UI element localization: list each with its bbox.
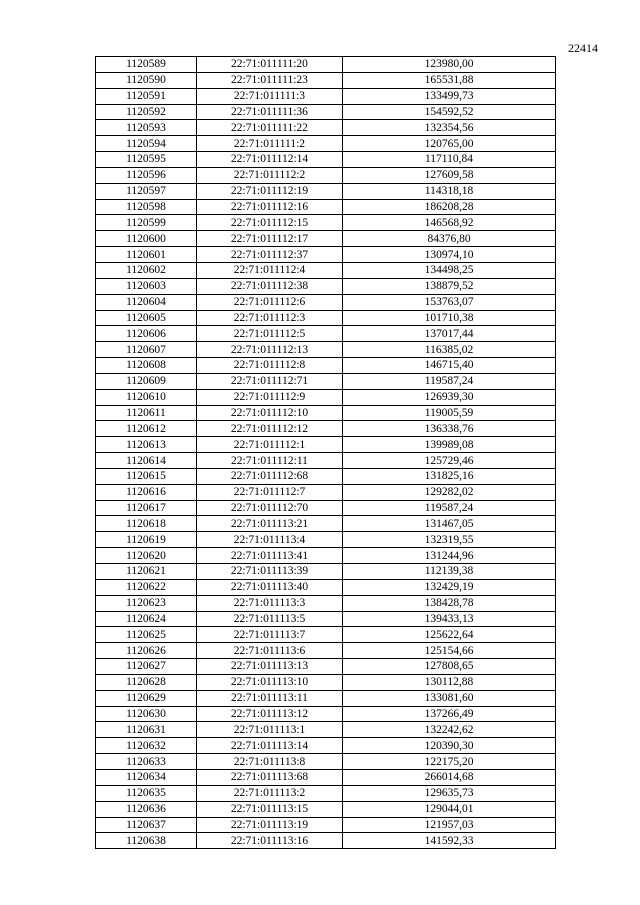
cadastral-value-cell: 101710,38 — [343, 310, 556, 326]
row-number-cell: 1120607 — [96, 342, 197, 358]
row-number-cell: 1120635 — [96, 785, 197, 801]
table-row — [96, 532, 556, 548]
row-number-cell: 1120589 — [96, 57, 197, 73]
row-number-cell: 1120602 — [96, 262, 197, 278]
table-row — [96, 801, 556, 817]
table-row — [96, 405, 556, 421]
table-row — [96, 817, 556, 833]
table-row — [96, 247, 556, 263]
row-number-cell: 1120610 — [96, 389, 197, 405]
table-row — [96, 278, 556, 294]
cadastral-value-cell: 120390,30 — [343, 738, 556, 754]
cadastral-number-cell: 22:71:011113:40 — [197, 579, 343, 595]
table-row — [96, 437, 556, 453]
cadastral-value-cell: 186208,28 — [343, 199, 556, 215]
cadastral-value-cell: 121957,03 — [343, 817, 556, 833]
row-number-cell: 1120637 — [96, 817, 197, 833]
cadastral-value-cell: 133081,60 — [343, 690, 556, 706]
row-number-cell: 1120633 — [96, 754, 197, 770]
cadastral-number-cell: 22:71:011111:3 — [197, 88, 343, 104]
cadastral-number-cell: 22:71:011111:22 — [197, 120, 343, 136]
cadastral-value-cell: 146715,40 — [343, 358, 556, 374]
table-row — [96, 659, 556, 675]
table-row — [96, 643, 556, 659]
cadastral-value-cell: 119587,24 — [343, 373, 556, 389]
row-number-cell: 1120631 — [96, 722, 197, 738]
cadastral-value-cell: 132354,56 — [343, 120, 556, 136]
cadastral-value-cell: 123980,00 — [343, 57, 556, 73]
cadastral-value-cell: 120765,00 — [343, 136, 556, 152]
cadastral-number-cell: 22:71:011112:6 — [197, 294, 343, 310]
cadastral-number-cell: 22:71:011112:19 — [197, 183, 343, 199]
cadastral-number-cell: 22:71:011112:15 — [197, 215, 343, 231]
table-row — [96, 72, 556, 88]
cadastral-value-cell: 146568,92 — [343, 215, 556, 231]
row-number-cell: 1120590 — [96, 72, 197, 88]
row-number-cell: 1120636 — [96, 801, 197, 817]
cadastral-value-cell: 130112,88 — [343, 674, 556, 690]
table-row — [96, 167, 556, 183]
cadastral-number-cell: 22:71:011112:68 — [197, 468, 343, 484]
table-row — [96, 738, 556, 754]
cadastral-number-cell: 22:71:011112:4 — [197, 262, 343, 278]
cadastral-number-cell: 22:71:011112:14 — [197, 152, 343, 168]
cadastral-number-cell: 22:71:011112:7 — [197, 484, 343, 500]
page-number: 22414 — [568, 41, 598, 55]
table-row — [96, 468, 556, 484]
row-number-cell: 1120591 — [96, 88, 197, 104]
table-row — [96, 722, 556, 738]
cadastral-value-cell: 125154,66 — [343, 643, 556, 659]
cadastral-value-cell: 114318,18 — [343, 183, 556, 199]
cadastral-value-cell: 136338,76 — [343, 421, 556, 437]
row-number-cell: 1120614 — [96, 453, 197, 469]
row-number-cell: 1120626 — [96, 643, 197, 659]
row-number-cell: 1120612 — [96, 421, 197, 437]
cadastral-number-cell: 22:71:011112:11 — [197, 453, 343, 469]
row-number-cell: 1120593 — [96, 120, 197, 136]
row-number-cell: 1120601 — [96, 247, 197, 263]
row-number-cell: 1120595 — [96, 152, 197, 168]
row-number-cell: 1120634 — [96, 769, 197, 785]
cadastral-value-cell: 131467,05 — [343, 516, 556, 532]
row-number-cell: 1120613 — [96, 437, 197, 453]
cadastral-value-cell: 119587,24 — [343, 500, 556, 516]
cadastral-value-cell: 138428,78 — [343, 595, 556, 611]
cadastral-value-cell: 125729,46 — [343, 453, 556, 469]
row-number-cell: 1120603 — [96, 278, 197, 294]
table-row — [96, 231, 556, 247]
cadastral-value-cell: 129282,02 — [343, 484, 556, 500]
cadastral-number-cell: 22:71:011113:39 — [197, 564, 343, 580]
row-number-cell: 1120632 — [96, 738, 197, 754]
row-number-cell: 1120599 — [96, 215, 197, 231]
table-row — [96, 595, 556, 611]
cadastral-value-cell: 266014,68 — [343, 769, 556, 785]
cadastral-value-cell: 133499,73 — [343, 88, 556, 104]
cadastral-value-cell: 130974,10 — [343, 247, 556, 263]
table-body — [96, 57, 556, 849]
cadastral-value-cell: 117110,84 — [343, 152, 556, 168]
table-row — [96, 754, 556, 770]
cadastral-number-cell: 22:71:011112:3 — [197, 310, 343, 326]
table-row — [96, 453, 556, 469]
table-row — [96, 358, 556, 374]
cadastral-value-cell: 112139,38 — [343, 564, 556, 580]
table-row — [96, 310, 556, 326]
cadastral-value-cell: 127609,58 — [343, 167, 556, 183]
table-row — [96, 120, 556, 136]
cadastral-number-cell: 22:71:011113:68 — [197, 769, 343, 785]
cadastral-number-cell: 22:71:011112:2 — [197, 167, 343, 183]
table-row — [96, 674, 556, 690]
table-row — [96, 579, 556, 595]
row-number-cell: 1120592 — [96, 104, 197, 120]
cadastral-number-cell: 22:71:011113:12 — [197, 706, 343, 722]
cadastral-number-cell: 22:71:011113:14 — [197, 738, 343, 754]
cadastral-value-cell: 132319,55 — [343, 532, 556, 548]
cadastral-number-cell: 22:71:011111:2 — [197, 136, 343, 152]
cadastral-value-cell: 126939,30 — [343, 389, 556, 405]
cadastral-number-cell: 22:71:011111:23 — [197, 72, 343, 88]
table-row — [96, 548, 556, 564]
cadastral-value-cell: 129044,01 — [343, 801, 556, 817]
row-number-cell: 1120629 — [96, 690, 197, 706]
table-row — [96, 294, 556, 310]
row-number-cell: 1120627 — [96, 659, 197, 675]
cadastral-value-cell: 129635,73 — [343, 785, 556, 801]
cadastral-number-cell: 22:71:011112:5 — [197, 326, 343, 342]
table-row — [96, 88, 556, 104]
cadastral-number-cell: 22:71:011113:6 — [197, 643, 343, 659]
cadastral-number-cell: 22:71:011113:11 — [197, 690, 343, 706]
row-number-cell: 1120630 — [96, 706, 197, 722]
cadastral-number-cell: 22:71:011113:13 — [197, 659, 343, 675]
table-row — [96, 785, 556, 801]
row-number-cell: 1120606 — [96, 326, 197, 342]
cadastral-number-cell: 22:71:011112:1 — [197, 437, 343, 453]
table-row — [96, 627, 556, 643]
cadastral-value-cell: 154592,52 — [343, 104, 556, 120]
row-number-cell: 1120605 — [96, 310, 197, 326]
row-number-cell: 1120620 — [96, 548, 197, 564]
cadastral-number-cell: 22:71:011113:15 — [197, 801, 343, 817]
row-number-cell: 1120617 — [96, 500, 197, 516]
cadastral-value-cell: 141592,33 — [343, 833, 556, 849]
table-row — [96, 373, 556, 389]
cadastral-value-cell: 131825,16 — [343, 468, 556, 484]
cadastral-number-cell: 22:71:011113:3 — [197, 595, 343, 611]
cadastral-number-cell: 22:71:011112:10 — [197, 405, 343, 421]
cadastral-value-cell: 139433,13 — [343, 611, 556, 627]
cadastral-value-cell: 132242,62 — [343, 722, 556, 738]
cadastral-number-cell: 22:71:011113:1 — [197, 722, 343, 738]
row-number-cell: 1120615 — [96, 468, 197, 484]
cadastral-number-cell: 22:71:011113:4 — [197, 532, 343, 548]
table-row — [96, 690, 556, 706]
cadastral-value-cell: 127808,65 — [343, 659, 556, 675]
cadastral-number-cell: 22:71:011112:8 — [197, 358, 343, 374]
row-number-cell: 1120608 — [96, 358, 197, 374]
cadastral-number-cell: 22:71:011111:36 — [197, 104, 343, 120]
row-number-cell: 1120598 — [96, 199, 197, 215]
row-number-cell: 1120611 — [96, 405, 197, 421]
table-row — [96, 516, 556, 532]
table-row — [96, 484, 556, 500]
table-row — [96, 152, 556, 168]
table-row — [96, 215, 556, 231]
row-number-cell: 1120621 — [96, 564, 197, 580]
table-row — [96, 611, 556, 627]
cadastral-number-cell: 22:71:011112:9 — [197, 389, 343, 405]
cadastral-number-cell: 22:71:011112:37 — [197, 247, 343, 263]
cadastral-number-cell: 22:71:011113:2 — [197, 785, 343, 801]
cadastral-value-cell: 138879,52 — [343, 278, 556, 294]
table-row — [96, 833, 556, 849]
row-number-cell: 1120594 — [96, 136, 197, 152]
cadastral-number-cell: 22:71:011112:13 — [197, 342, 343, 358]
cadastral-value-cell: 153763,07 — [343, 294, 556, 310]
cadastral-number-cell: 22:71:011112:70 — [197, 500, 343, 516]
cadastral-number-cell: 22:71:011113:10 — [197, 674, 343, 690]
row-number-cell: 1120638 — [96, 833, 197, 849]
cadastral-value-cell: 165531,88 — [343, 72, 556, 88]
cadastral-number-cell: 22:71:011113:5 — [197, 611, 343, 627]
cadastral-value-cell: 84376,80 — [343, 231, 556, 247]
row-number-cell: 1120604 — [96, 294, 197, 310]
row-number-cell: 1120624 — [96, 611, 197, 627]
cadastral-number-cell: 22:71:011113:19 — [197, 817, 343, 833]
cadastral-number-cell: 22:71:011113:7 — [197, 627, 343, 643]
table-row — [96, 564, 556, 580]
table-row — [96, 57, 556, 73]
table-row — [96, 500, 556, 516]
cadastral-value-cell: 131244,96 — [343, 548, 556, 564]
table-row — [96, 706, 556, 722]
row-number-cell: 1120600 — [96, 231, 197, 247]
table-row — [96, 183, 556, 199]
cadastral-value-cell: 125622,64 — [343, 627, 556, 643]
cadastral-value-cell: 119005,59 — [343, 405, 556, 421]
cadastral-number-cell: 22:71:011111:20 — [197, 57, 343, 73]
table-row — [96, 104, 556, 120]
table-row — [96, 326, 556, 342]
cadastral-number-cell: 22:71:011112:71 — [197, 373, 343, 389]
cadastral-number-cell: 22:71:011113:16 — [197, 833, 343, 849]
table-row — [96, 262, 556, 278]
cadastral-value-table — [95, 56, 556, 849]
cadastral-number-cell: 22:71:011112:16 — [197, 199, 343, 215]
row-number-cell: 1120616 — [96, 484, 197, 500]
table-row — [96, 342, 556, 358]
cadastral-number-cell: 22:71:011113:8 — [197, 754, 343, 770]
row-number-cell: 1120628 — [96, 674, 197, 690]
row-number-cell: 1120597 — [96, 183, 197, 199]
cadastral-value-cell: 132429,19 — [343, 579, 556, 595]
row-number-cell: 1120596 — [96, 167, 197, 183]
row-number-cell: 1120625 — [96, 627, 197, 643]
row-number-cell: 1120619 — [96, 532, 197, 548]
table-row — [96, 389, 556, 405]
cadastral-number-cell: 22:71:011113:41 — [197, 548, 343, 564]
table-row — [96, 421, 556, 437]
row-number-cell: 1120618 — [96, 516, 197, 532]
cadastral-number-cell: 22:71:011112:17 — [197, 231, 343, 247]
row-number-cell: 1120609 — [96, 373, 197, 389]
cadastral-number-cell: 22:71:011112:12 — [197, 421, 343, 437]
cadastral-number-cell: 22:71:011113:21 — [197, 516, 343, 532]
cadastral-value-cell: 116385,02 — [343, 342, 556, 358]
cadastral-value-cell: 122175,20 — [343, 754, 556, 770]
cadastral-number-cell: 22:71:011112:38 — [197, 278, 343, 294]
cadastral-value-cell: 139989,08 — [343, 437, 556, 453]
cadastral-value-cell: 137017,44 — [343, 326, 556, 342]
cadastral-value-cell: 134498,25 — [343, 262, 556, 278]
row-number-cell: 1120623 — [96, 595, 197, 611]
table-row — [96, 136, 556, 152]
table-row — [96, 199, 556, 215]
cadastral-value-cell: 137266,49 — [343, 706, 556, 722]
row-number-cell: 1120622 — [96, 579, 197, 595]
table-row — [96, 769, 556, 785]
